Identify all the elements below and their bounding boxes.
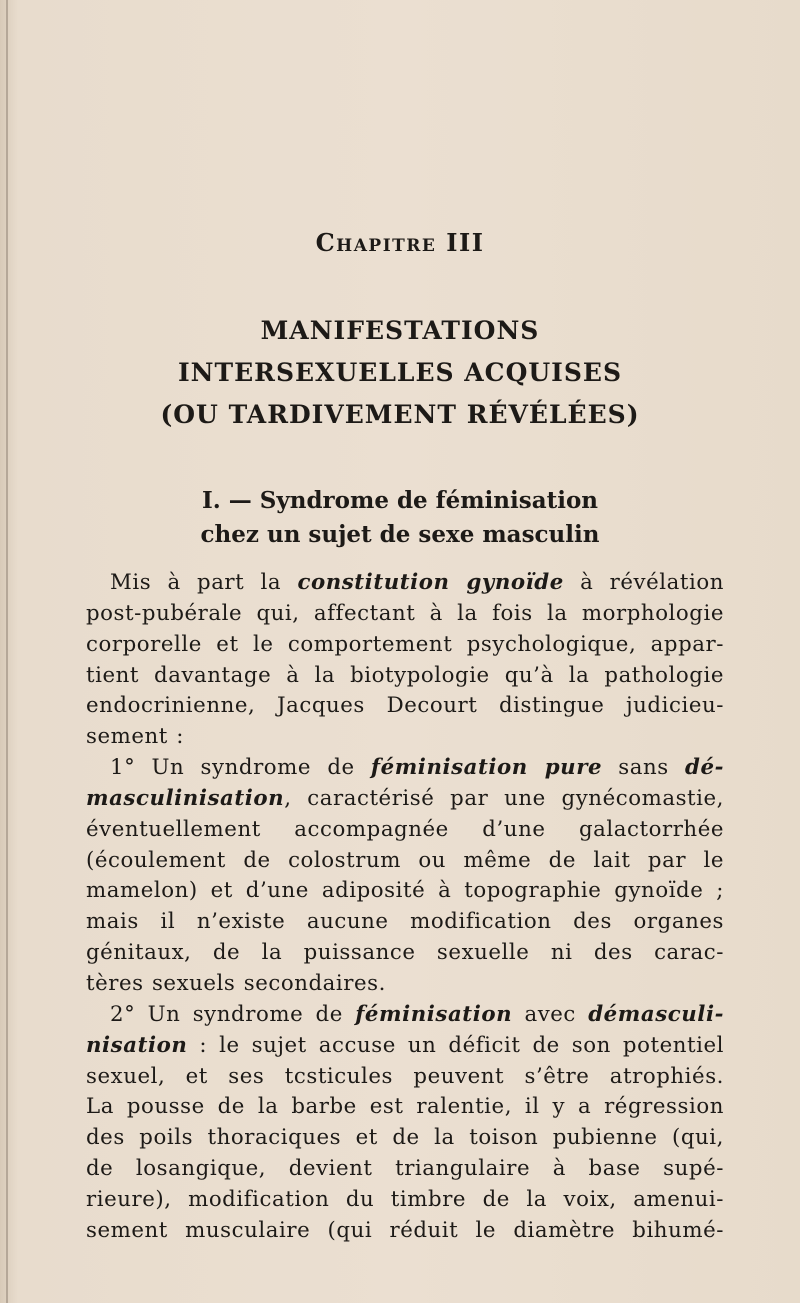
text-line: 2° Un syndrome de féminisation avec démasculi- (110, 1001, 724, 1027)
text-line: de losangique, devient triangulaire à base supé- (86, 1156, 724, 1182)
chapter-title-line: MANIFESTATIONS (260, 316, 540, 345)
text-line: sement : (86, 724, 184, 750)
body-text (86, 568, 724, 1247)
italic-term: constitution gynoïde (297, 570, 564, 595)
italic-term: dé- (685, 755, 724, 781)
text-line: tient davantage à la biotypologie qu’à la pathologie (86, 662, 724, 688)
text-line: génitaux, de la puissance sexuelle ni des carac- (86, 940, 724, 966)
text-line: éventuellement accompagnée d’une galactorrhée (86, 816, 724, 842)
paragraph (86, 568, 724, 753)
text-line: masculinisation, caractérisé par une gynécomastie, (86, 785, 724, 811)
text-line: corporelle et le comportement psychologique, appar- (86, 631, 724, 657)
text-line: endocrinienne, Jacques Decourt distingue judicieu- (86, 693, 724, 719)
text-line: des poils thoraciques et de la toison pubienne (qui, (86, 1125, 724, 1151)
section-heading-line: chez un sujet de sexe masculin (200, 521, 600, 548)
chapter-title-line: INTERSEXUELLES ACQUISES (177, 358, 623, 387)
text-line: mais il n’existe aucune modification des organes (86, 909, 724, 935)
text-line: 1° Un syndrome de féminisation pure sans dé- (110, 755, 724, 781)
paragraph (86, 753, 724, 1000)
text-line: post-pubérale qui, affectant à la fois la morphologie (86, 600, 724, 626)
paragraph (86, 1000, 724, 1247)
text-line: sement musculaire (qui réduit le diamètre bihumé- (86, 1217, 724, 1243)
chapter-title (100, 310, 700, 436)
italic-term: nisation (86, 1032, 188, 1058)
section-heading-line: I. — Syndrome de féminisation (201, 487, 599, 514)
page-edge-shadow (6, 0, 8, 1303)
italic-term: démasculi- (588, 1001, 724, 1027)
chapter-title-line: (OU TARDIVEMENT RÉVÉLÉES) (160, 400, 640, 429)
text-line: sexuel, et ses tcsticules peuvent s’être atrophiés. (86, 1063, 724, 1089)
text-line: Mis à part la constitution gynoïde à révélation (110, 570, 724, 595)
italic-term: féminisation (355, 1001, 513, 1027)
text-line: nisation : le sujet accuse un déficit de son potentiel (86, 1032, 724, 1058)
text-line: rieure), modification du timbre de la voix, amenui- (86, 1186, 724, 1212)
text-line: La pousse de la barbe est ralentie, il y a régression (86, 1094, 724, 1120)
text-line: tères sexuels secondaires. (86, 970, 386, 996)
italic-term: féminisation pure (370, 755, 603, 781)
text-line: (écoulement de colostrum ou même de lait par le (86, 847, 724, 873)
text-line: mamelon) et d’une adiposité à topographie gynoïde ; (86, 878, 724, 904)
italic-term: masculinisation (86, 785, 285, 811)
chapter-heading: Chapitre III (315, 228, 485, 257)
section-heading (100, 484, 700, 552)
